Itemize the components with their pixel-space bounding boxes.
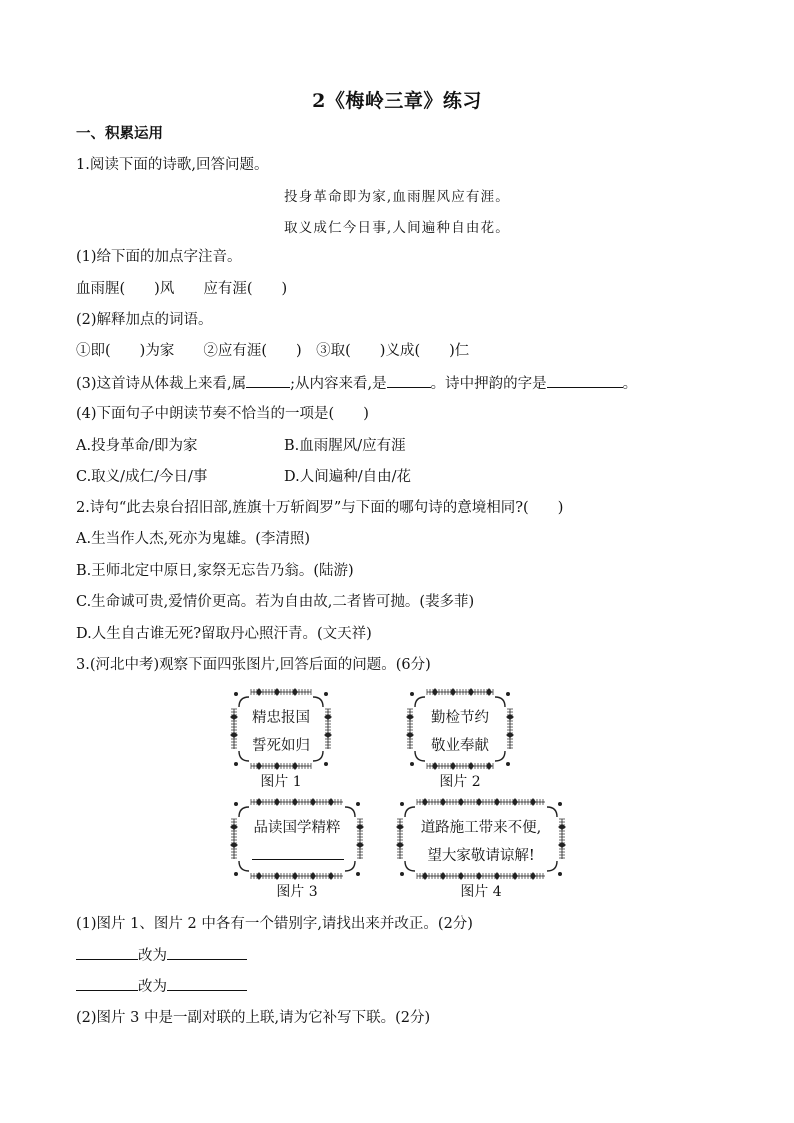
poem-line-2: 取义成仁今日事,人间遍种自由花。 (284, 220, 510, 236)
decorative-border-icon (406, 688, 514, 770)
q2-option-b: B.王师北定中原日,家祭无忘告乃翁。(陆游) (76, 563, 354, 579)
picture-4-line-1: 道路施工带来不便, (420, 820, 542, 836)
q1-sub4: (4)下面句子中朗读节奏不恰当的一项是( ) (76, 406, 369, 422)
q1-option-b: B.血雨腥风/应有涯 (284, 438, 406, 454)
change-label: 改为 (138, 979, 167, 995)
correct-char-blank[interactable] (167, 976, 247, 991)
q1-sub3-part-a: (3)这首诗从体裁上来看,属 (76, 376, 247, 392)
correction-row-2 (76, 976, 247, 997)
picture-2-line-1: 勤检节约 (431, 710, 489, 726)
picture-3-answer-blank[interactable] (252, 858, 344, 860)
section-heading: 一、积累运用 (76, 125, 163, 142)
picture-4-frame (396, 798, 566, 880)
q1-option-d: D.人间遍种/自由/花 (284, 469, 411, 485)
q3-sub1: (1)图片 1、图片 2 中各有一个错别字,请找出来并改正。(2分) (76, 916, 473, 932)
decorative-border-icon (230, 688, 332, 770)
q1-option-a: A.投身革命/即为家 (76, 438, 198, 454)
q1-option-c: C.取义/成仁/今日/事 (76, 469, 208, 485)
q2-prompt: 2.诗句“此去泉台招旧部,旌旗十万斩阎罗”与下面的哪句诗的意境相同?( ) (76, 500, 564, 516)
picture-1-caption: 图片 1 (260, 774, 302, 790)
picture-2-line-2: 敬业奉献 (431, 738, 489, 754)
answer-blank[interactable] (387, 373, 431, 388)
q1-prompt: 1.阅读下面的诗歌,回答问题。 (76, 157, 269, 173)
picture-1-line-2: 誓死如归 (252, 738, 310, 754)
picture-3-frame (230, 798, 364, 880)
q1-sub3-part-c: 。诗中押韵的字是 (430, 376, 547, 392)
picture-3-line-1: 品读国学精粹 (253, 820, 341, 836)
correction-row-1 (76, 945, 247, 966)
picture-2-frame (406, 688, 514, 770)
poem-line-1: 投身革命即为家,血雨腥风应有涯。 (284, 189, 510, 205)
q1-sub2-items: ①即( )为家 ②应有涯( ) ③取( )义成( )仁 (76, 343, 470, 359)
answer-blank[interactable] (547, 373, 623, 388)
q1-sub1-items: 血雨腥( )风 应有涯( ) (76, 281, 288, 297)
picture-1-frame (230, 688, 332, 770)
decorative-border-icon (230, 798, 364, 880)
q1-sub1: (1)给下面的加点字注音。 (76, 249, 242, 265)
picture-4-line-2: 望大家敬请谅解! (427, 848, 535, 864)
picture-3-caption: 图片 3 (276, 884, 318, 900)
q1-sub3-part-b: ;从内容来看,是 (290, 376, 387, 392)
q2-option-a: A.生当作人杰,死亦为鬼雄。(李清照) (76, 531, 311, 547)
page-title: 2《梅岭三章》练习 (312, 90, 482, 112)
q3-prompt: 3.(河北中考)观察下面四张图片,回答后面的问题。(6分) (76, 657, 431, 673)
wrong-char-blank[interactable] (76, 976, 138, 991)
q2-option-d: D.人生自古谁无死?留取丹心照汗青。(文天祥) (76, 626, 372, 642)
picture-2-caption: 图片 2 (439, 774, 481, 790)
q1-sub3-part-d: 。 (622, 376, 638, 392)
q3-sub2: (2)图片 3 中是一副对联的上联,请为它补写下联。(2分) (76, 1010, 431, 1026)
decorative-border-icon (396, 798, 566, 880)
picture-1-line-1: 精忠报国 (252, 710, 310, 726)
change-label: 改为 (138, 948, 167, 964)
correct-char-blank[interactable] (167, 945, 247, 960)
picture-4-caption: 图片 4 (460, 884, 502, 900)
wrong-char-blank[interactable] (76, 945, 138, 960)
q1-sub3 (76, 373, 637, 394)
answer-blank[interactable] (246, 373, 290, 388)
q1-sub2: (2)解释加点的词语。 (76, 312, 213, 328)
q2-option-c: C.生命诚可贵,爱情价更高。若为自由故,二者皆可抛。(裴多菲) (76, 594, 475, 610)
